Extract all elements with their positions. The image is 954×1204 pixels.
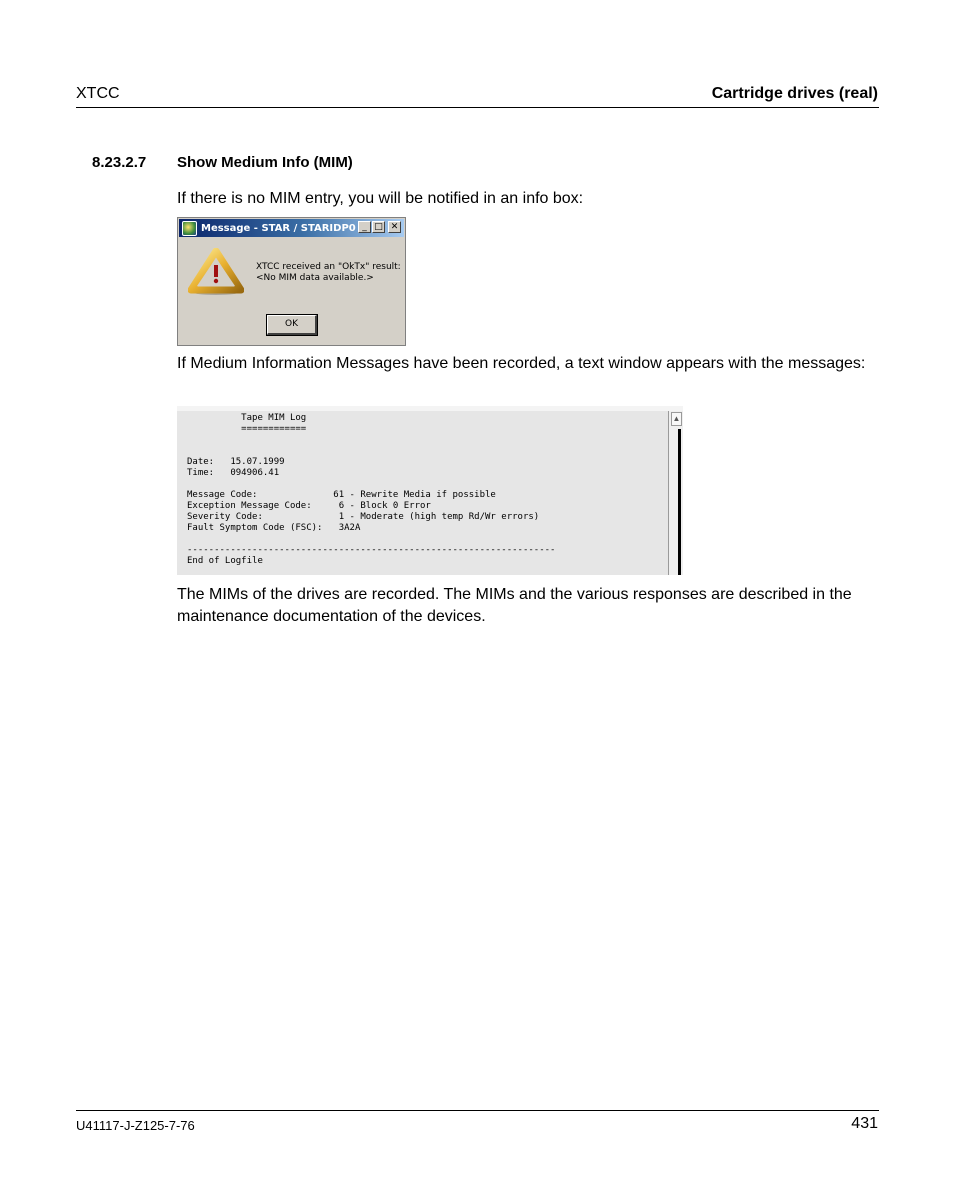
app-icon	[182, 221, 197, 236]
page-number: 431	[851, 1115, 878, 1132]
dialog-titlebar[interactable]	[179, 219, 404, 237]
warning-icon	[188, 248, 244, 296]
dialog-message	[256, 262, 401, 284]
message-dialog	[177, 217, 406, 346]
paragraph-mims: The MIMs of the drives are recorded. The MIMs and the various responses are described in the maintenance documentation of the devices.	[177, 586, 852, 625]
paragraph-text-window: If Medium Information Messages have been recorded, a text window appears with the messages:	[177, 355, 866, 372]
header-rule	[76, 107, 879, 108]
mim-log-text: Tape MIM Log ============ Date: 15.07.1999 Time: 094906.41 Message Code: 61 - Rewrite Media if possible Exception Message Code: 6 - Block 0 Error Severity Code: 1 - Moderate (high temp Rd/Wr errors) Fault Symptom Code (FSC): 3A2A -------------------------------------------------------------------- End of Logfile	[187, 413, 556, 566]
mim-log-window	[177, 406, 683, 575]
header-right: Cartridge drives (real)	[711, 85, 878, 102]
section-title: Show Medium Info (MIM)	[177, 154, 353, 171]
footer-rule	[76, 1110, 879, 1111]
scrollbar-track[interactable]	[678, 429, 681, 575]
footer-doc-id: U41117-J-Z125-7-76	[76, 1118, 195, 1133]
header-left: XTCC	[76, 85, 120, 102]
close-button[interactable]: ✕	[388, 221, 401, 233]
ok-button[interactable]: OK	[267, 315, 317, 335]
scroll-up-icon[interactable]: ▲	[671, 412, 682, 426]
dialog-message-line2: <No MIM data available.>	[256, 273, 374, 283]
dialog-title: Message - STAR / STARIDP0	[201, 222, 356, 234]
minimize-button[interactable]: _	[358, 221, 371, 233]
vertical-scrollbar[interactable]	[668, 411, 683, 575]
section-number: 8.23.2.7	[92, 154, 147, 171]
maximize-button[interactable]: □	[372, 221, 385, 233]
dialog-message-line1: XTCC received an "OkTx" result:	[256, 262, 401, 272]
paragraph-info-box: If there is no MIM entry, you will be notified in an info box:	[177, 190, 584, 207]
